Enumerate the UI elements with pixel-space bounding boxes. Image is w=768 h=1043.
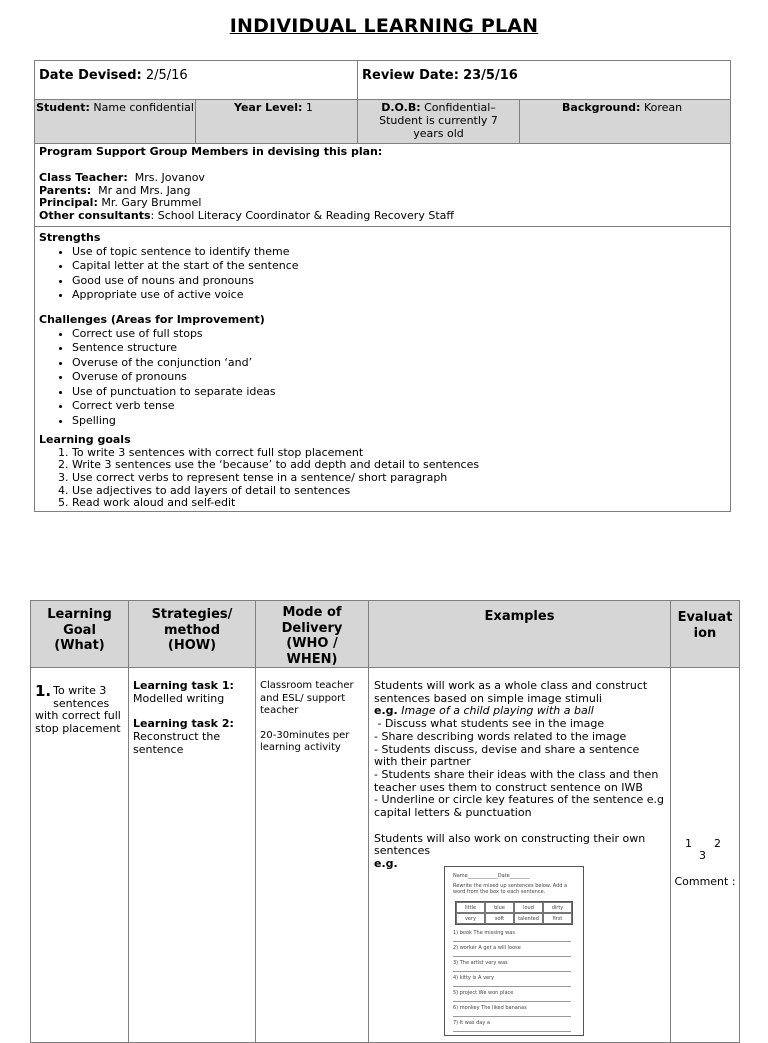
worksheet-word: first xyxy=(543,913,572,924)
list-item: • Use of topic sentence to identify theme xyxy=(72,245,726,260)
eval-comment: Comment : xyxy=(674,875,736,888)
review-date-value: 23/5/16 xyxy=(463,68,518,83)
task2-text: Reconstruct the sentence xyxy=(133,730,221,756)
list-item: • Overuse of pronouns xyxy=(72,370,726,385)
examples-line: - Underline or circle key features of the sentence e.g capital letters & punctuation xyxy=(374,793,665,820)
worksheet-answer-line xyxy=(453,1031,571,1032)
examples-own: Students will also work on constructing their own sentences xyxy=(374,831,646,858)
examples-line: - Students share their ideas with the class and then teacher uses them to construct sentence on IWB xyxy=(374,767,659,794)
worksheet-instruction: Rewrite the mixed up sentences below. Add a word from the box to each sentence. xyxy=(453,883,568,895)
goal-cell xyxy=(31,668,129,1043)
consultants-value: : School Literacy Coordinator & Reading Recovery Staff xyxy=(150,209,454,223)
support-group-cell xyxy=(35,144,731,227)
worksheet-answer-line xyxy=(453,941,571,942)
worksheet-word: loud xyxy=(514,902,543,913)
principal-label: Principal: xyxy=(39,196,98,210)
year-level-label: Year Level: xyxy=(234,101,303,114)
list-item: • Sentence structure xyxy=(72,341,726,356)
challenges-list xyxy=(39,327,726,429)
worksheet-answer-line xyxy=(453,986,571,987)
strengths-list xyxy=(39,245,726,303)
examples-eg-label: e.g. xyxy=(374,704,398,718)
challenges-heading: Challenges (Areas for Improvement) xyxy=(39,312,265,326)
background-value: Korean xyxy=(643,101,683,114)
student-label: Student: xyxy=(36,101,90,114)
year-level-cell xyxy=(196,100,358,144)
examples-line: - Share describing words related to the image xyxy=(374,729,627,743)
parents-label: Parents: xyxy=(39,183,92,197)
worksheet-word: very xyxy=(456,913,485,924)
strengths-goals-cell xyxy=(35,226,731,511)
worksheet-word: little xyxy=(456,902,485,913)
goals-list xyxy=(39,447,726,510)
dob-label: D.O.B: xyxy=(381,101,421,114)
list-item: 3. Use correct verbs to represent tense in a sentence/ short paragraph xyxy=(72,472,726,485)
dob-value: Confidential– Student is currently 7 years old xyxy=(379,101,498,140)
date-devised-cell xyxy=(35,61,358,100)
worksheet-sentence: 4) kitty is A very xyxy=(453,975,495,981)
examples-intro: Students will work as a whole class and construct sentences based on simple image stimuli xyxy=(374,679,648,705)
worksheet-sentence: 6) monkey The liked bananas xyxy=(453,1005,527,1011)
eval-score-2: 2 xyxy=(714,837,721,850)
list-item: 1. To write 3 sentences with correct full stop placement xyxy=(72,447,726,460)
eval-score-1: 1 xyxy=(685,837,692,850)
worksheet-word-box xyxy=(455,901,573,925)
dob-cell xyxy=(358,100,520,144)
worksheet-answer-line xyxy=(453,1001,571,1002)
worksheet-word: blue xyxy=(485,902,514,913)
list-item: 2. Write 3 sentences use the ‘because’ to add depth and detail to sentences xyxy=(72,459,726,472)
worksheet-word: soft xyxy=(485,913,514,924)
header-mode: Mode of Delivery (WHO / WHEN) xyxy=(256,601,369,668)
examples-line: - Students discuss, devise and share a sentence with their partner xyxy=(374,742,640,769)
list-item: • Appropriate use of active voice xyxy=(72,288,726,303)
background-cell xyxy=(520,100,731,144)
list-item: • Overuse of the conjunction ‘and’ xyxy=(72,356,726,371)
mode-cell xyxy=(256,668,369,1043)
plan-table xyxy=(34,60,731,512)
task2-label: Learning task 2: xyxy=(133,717,234,731)
consultants-label: Other consultants xyxy=(39,209,151,223)
background-label: Background: xyxy=(562,101,641,114)
header-evaluation: Evaluat ion xyxy=(671,601,740,668)
list-item: 4. Use adjectives to add layers of detail to sentences xyxy=(72,485,726,498)
evaluation-cell xyxy=(671,668,740,1043)
task1-text: Modelled writing xyxy=(133,691,225,705)
review-date-cell xyxy=(358,61,731,100)
worksheet-sentence: 5) project We won place xyxy=(453,990,514,996)
worksheet-name-line: Name____________Date________ xyxy=(453,873,530,879)
worksheet-sentence: 2) worker A get a will loose xyxy=(453,945,521,951)
parents-value: Mr and Mrs. Jang xyxy=(98,183,191,197)
student-value: Name confidential xyxy=(93,101,194,114)
worksheet-sentence: 1) book The missing was xyxy=(453,930,515,936)
document-title: INDIVIDUAL LEARNING PLAN xyxy=(229,15,539,37)
list-item: 5. Read work aloud and self-edit xyxy=(72,497,726,510)
list-item: • Correct verb tense xyxy=(72,399,726,414)
learning-plan-table xyxy=(30,600,740,1043)
list-item: • Spelling xyxy=(72,414,726,429)
worksheet-word: dirty xyxy=(543,902,572,913)
header-learning-goal: Learning Goal (What) xyxy=(31,601,129,668)
worksheet-image xyxy=(444,866,584,1036)
list-item: • Correct use of full stops xyxy=(72,327,726,342)
goal-number: 1. xyxy=(35,682,52,700)
year-level-value: 1 xyxy=(305,101,313,114)
list-item: • Capital letter at the start of the sentence xyxy=(72,259,726,274)
examples-line: - Discuss what students see in the image xyxy=(374,717,605,731)
task1-label: Learning task 1: xyxy=(133,679,234,692)
date-devised-value: 2/5/16 xyxy=(145,68,188,83)
worksheet-sentence: 3) The artist very was xyxy=(453,960,508,966)
principal-value: Mr. Gary Brummel xyxy=(101,196,202,210)
goal-text: To write 3 sentences with correct full stop placement xyxy=(35,684,121,735)
worksheet-sentence: 7) It was day a xyxy=(453,1020,490,1026)
examples-cell xyxy=(369,668,671,1043)
examples-eg2-label: e.g. xyxy=(374,857,398,871)
worksheet-answer-line xyxy=(453,956,571,957)
strategies-cell xyxy=(129,668,256,1043)
goals-heading: Learning goals xyxy=(39,433,131,447)
review-date-label: Review Date: xyxy=(362,68,459,83)
worksheet-answer-line xyxy=(453,971,571,972)
strengths-heading: Strengths xyxy=(39,230,101,244)
student-cell xyxy=(35,100,196,144)
header-examples: Examples xyxy=(369,601,671,668)
class-teacher-value: Mrs. Jovanov xyxy=(134,170,205,184)
class-teacher-label: Class Teacher: xyxy=(39,170,128,184)
mode-when: 20-30minutes per learning activity xyxy=(260,729,350,753)
header-strategies: Strategies/ method (HOW) xyxy=(129,601,256,668)
list-item: • Use of punctuation to separate ideas xyxy=(72,385,726,400)
worksheet-word: talented xyxy=(514,913,543,924)
support-heading: Program Support Group Members in devising this plan: xyxy=(39,145,383,158)
examples-eg-text: Image of a child playing with a ball xyxy=(401,704,594,718)
worksheet-answer-line xyxy=(453,1016,571,1017)
list-item: • Good use of nouns and pronouns xyxy=(72,274,726,289)
mode-who: Classroom teacher and ESL/ support teacher xyxy=(260,680,354,716)
date-devised-label: Date Devised: xyxy=(39,68,142,83)
eval-score-3: 3 xyxy=(699,849,706,862)
